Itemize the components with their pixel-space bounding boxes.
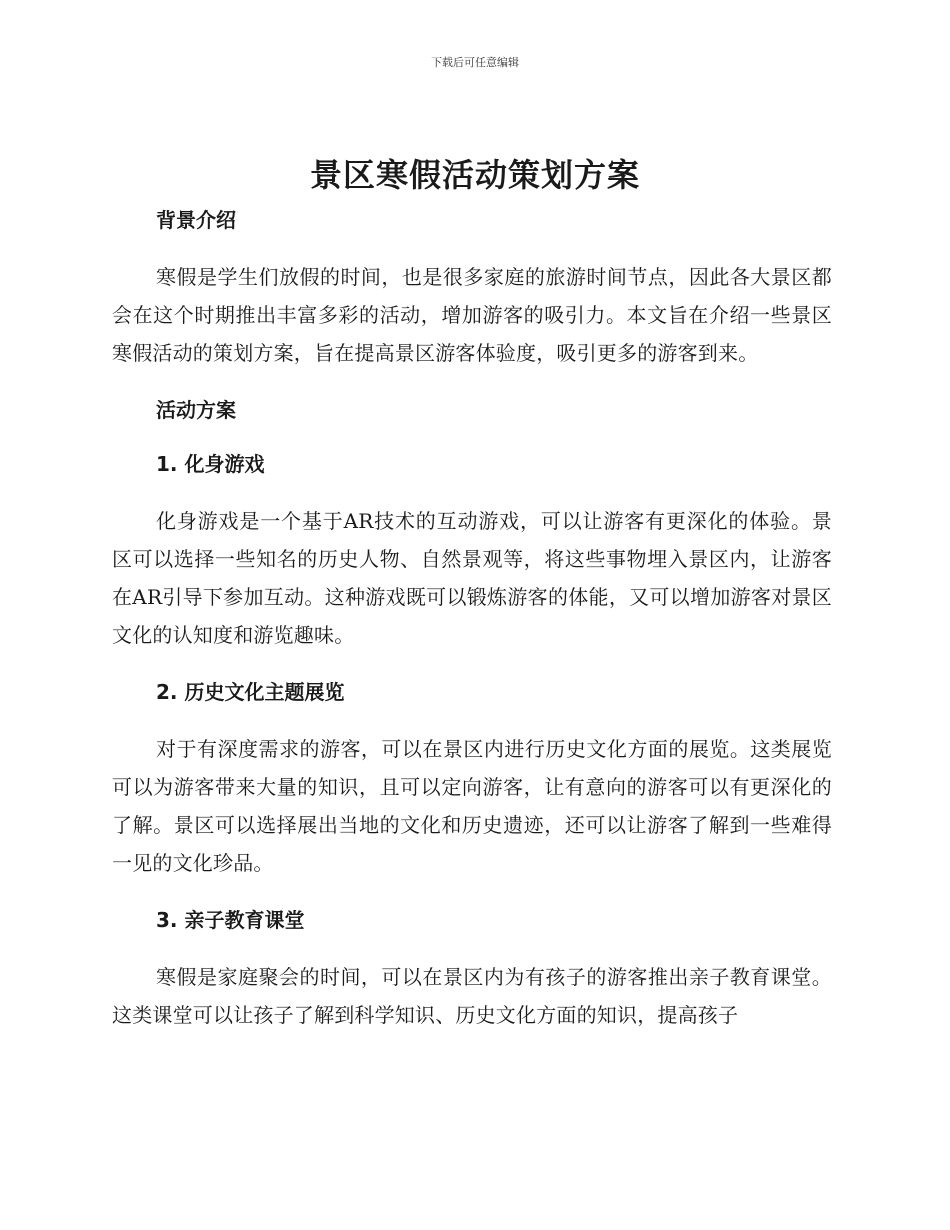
subheading-item-3: 3. 亲子教育课堂 bbox=[156, 908, 305, 932]
document-body bbox=[112, 204, 832, 1034]
header-note: 下载后可任意编辑 bbox=[431, 56, 519, 69]
section-heading-background: 背景介绍 bbox=[156, 208, 236, 232]
paragraph-background: 寒假是学生们放假的时间，也是很多家庭的旅游时间节点，因此各大景区都会在这个时期推出丰富多彩的活动，增加游客的吸引力。本文旨在介绍一些景区寒假活动的策划方案，旨在提高景区游客体验度，吸引更多的游客到来。 bbox=[112, 265, 832, 365]
subheading-item-2: 2. 历史文化主题展览 bbox=[156, 680, 345, 704]
paragraph-item-3: 寒假是家庭聚会的时间，可以在景区内为有孩子的游客推出亲子教育课堂。这类课堂可以让孩子了解到科学知识、历史文化方面的知识，提高孩子 bbox=[112, 965, 832, 1027]
subheading-item-1: 1. 化身游戏 bbox=[156, 452, 265, 476]
document-title: 景区寒假活动策划方案 bbox=[309, 156, 640, 194]
paragraph-item-2: 对于有深度需求的游客，可以在景区内进行历史文化方面的展览。这类展览可以为游客带来大量的知识，且可以定向游客，让有意向的游客可以有更深化的了解。景区可以选择展出当地的文化和历史遗迹，还可以让游客了解到一些难得一见的文化珍品。 bbox=[112, 737, 832, 875]
paragraph-item-1: 化身游戏是一个基于AR技术的互动游戏，可以让游客有更深化的体验。景区可以选择一些知名的历史人物、自然景观等，将这些事物埋入景区内，让游客在AR引导下参加互动。这种游戏既可以锻炼游客的体能，又可以增加游客对景区文化的认知度和游览趣味。 bbox=[112, 509, 832, 647]
section-heading-plan: 活动方案 bbox=[156, 398, 236, 422]
